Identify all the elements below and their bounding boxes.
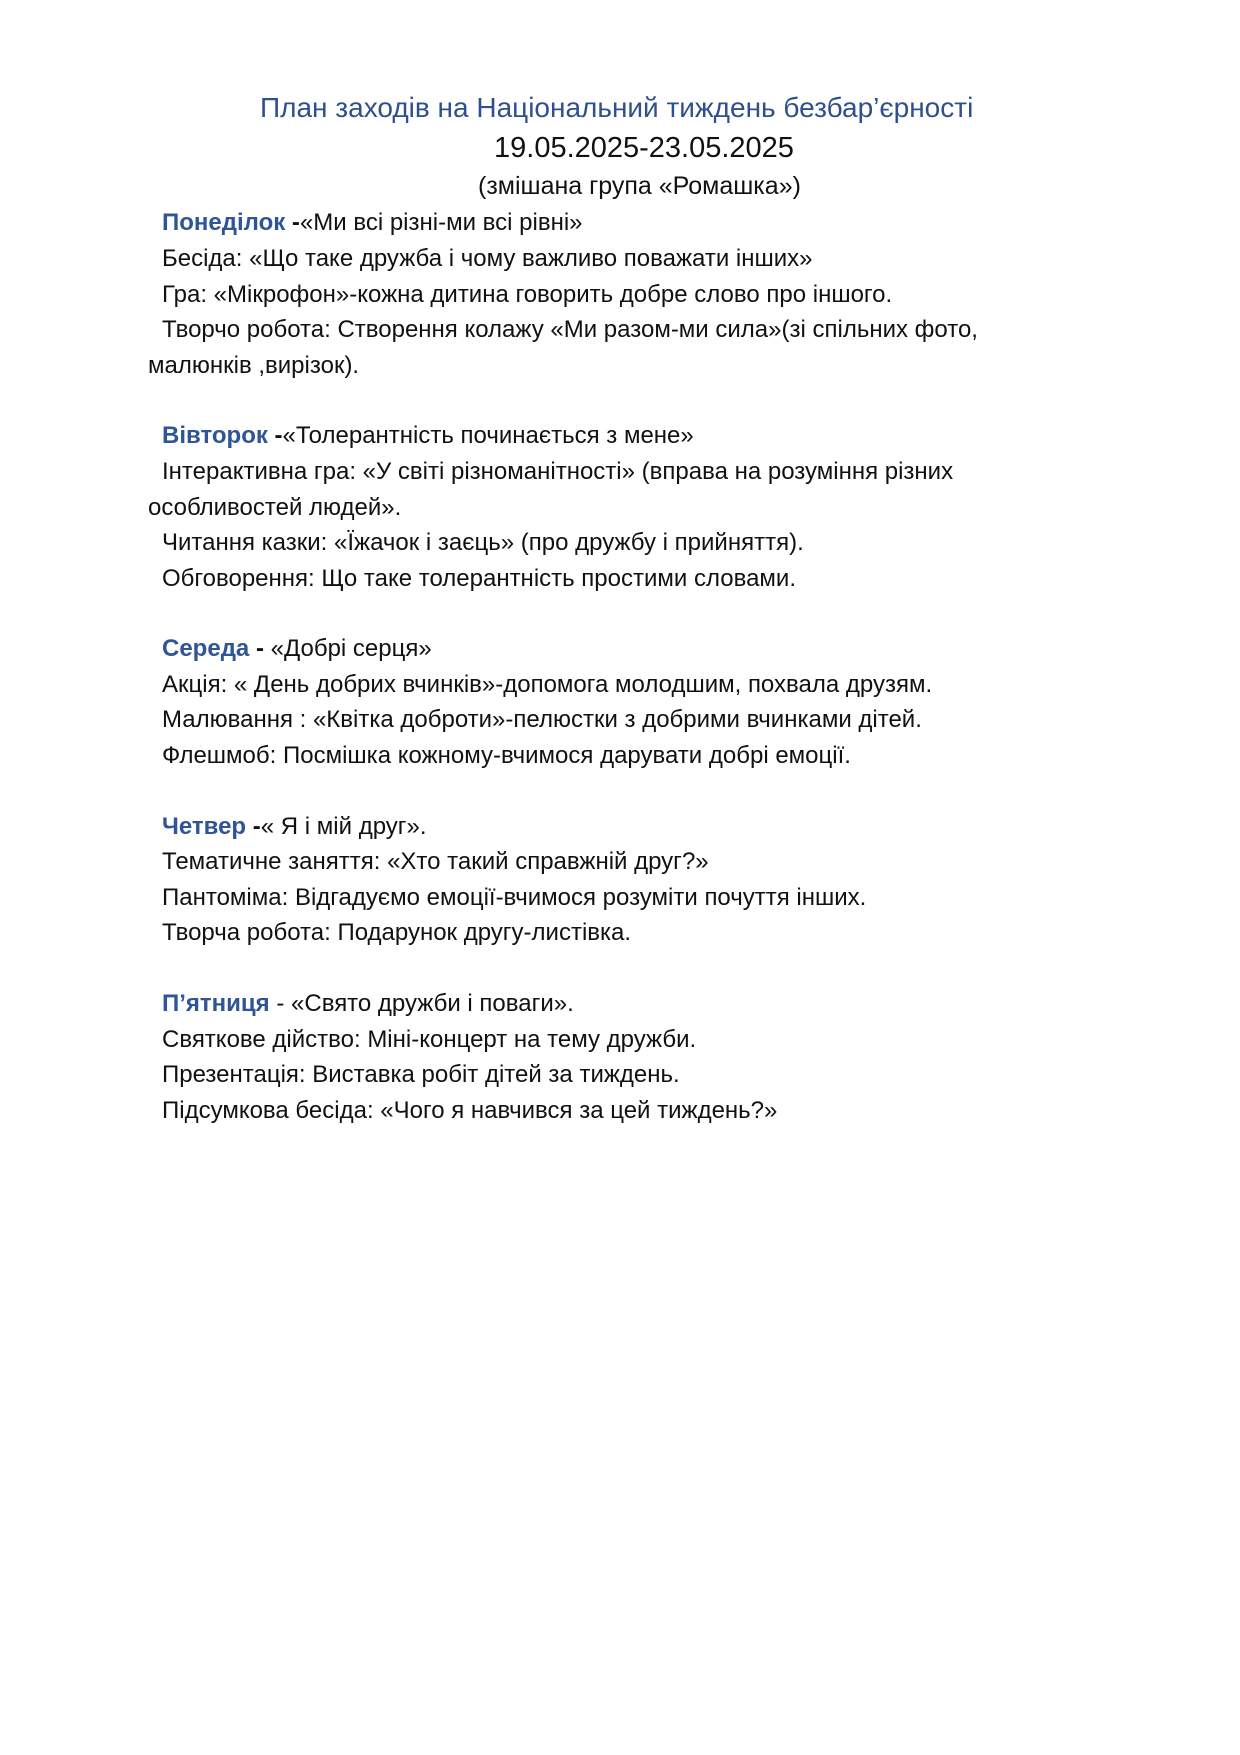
activity-line: Тематичне заняття: «Хто такий справжній друг?»: [162, 848, 709, 875]
day-name: П’ятниця: [162, 990, 270, 1017]
day-name: Понеділок: [162, 209, 286, 236]
activity-line: Обговорення: Що таке толерантність простими словами.: [162, 565, 796, 592]
document-title: План заходів на Національний тиждень безбар’єрності: [260, 92, 974, 123]
day-separator: -: [269, 990, 285, 1017]
day-separator: -: [249, 635, 264, 662]
day-theme: «Толерантність починається з мене»: [282, 422, 694, 449]
day-separator: -: [246, 813, 261, 840]
day-theme: «Свято дружби і поваги».: [284, 990, 574, 1017]
day-heading-friday: [162, 989, 574, 1019]
activity-line: Святкове дійство: Міні-концерт на тему дружби.: [162, 1026, 697, 1053]
activity-line: Бесіда: «Що таке дружба і чому важливо поважати інших»: [162, 245, 813, 272]
day-name: Середа: [162, 635, 250, 662]
activity-line: Презентація: Виставка робіт дітей за тиждень.: [162, 1061, 680, 1088]
activity-line: Акція: « День добрих вчинків»-допомога молодшим, похвала друзям.: [162, 671, 933, 698]
day-heading-monday: [162, 208, 583, 238]
activity-line: Підсумкова бесіда: «Чого я навчився за цей тиждень?»: [162, 1097, 778, 1124]
day-theme: «Ми всі різні-ми всі рівні»: [299, 209, 583, 236]
activity-line: Гра: «Мікрофон»-кожна дитина говорить добре слово про іншого.: [162, 281, 893, 308]
day-theme: «Добрі серця»: [263, 635, 432, 662]
document-dates: 19.05.2025-23.05.2025: [494, 132, 794, 164]
day-heading-thursday: [162, 812, 427, 842]
document-group: (змішана група «Ромашка»): [478, 172, 801, 200]
activity-line: особливостей людей».: [148, 494, 402, 521]
activity-line: Пантоміма: Відгадуємо емоції-вчимося розуміти почуття інших.: [162, 884, 867, 911]
activity-line: Флешмоб: Посмішка кожному-вчимося дарувати добрі емоції.: [162, 742, 851, 769]
day-separator: -: [267, 422, 283, 449]
day-name: Вівторок: [162, 422, 268, 449]
activity-line: малюнків ,вирізок).: [148, 352, 360, 379]
activity-line: Читання казки: «Їжачок і заєць» (про дружбу і прийняття).: [162, 529, 804, 556]
activity-line: Творча робота: Подарунок другу-листівка.: [162, 919, 632, 946]
day-heading-wednesday: [162, 634, 432, 664]
day-theme: « Я і мій друг».: [260, 813, 427, 840]
activity-line: Малювання : «Квітка доброти»-пелюстки з добрими вчинками дітей.: [162, 706, 922, 733]
activity-line: Інтерактивна гра: «У світі різноманітності» (вправа на розуміння різних: [162, 458, 954, 485]
day-heading-tuesday: [162, 421, 694, 451]
day-name: Четвер: [162, 813, 247, 840]
day-separator: -: [285, 209, 300, 236]
activity-line: Творчо робота: Створення колажу «Ми разом-ми сила»(зі спільних фото,: [162, 316, 978, 343]
